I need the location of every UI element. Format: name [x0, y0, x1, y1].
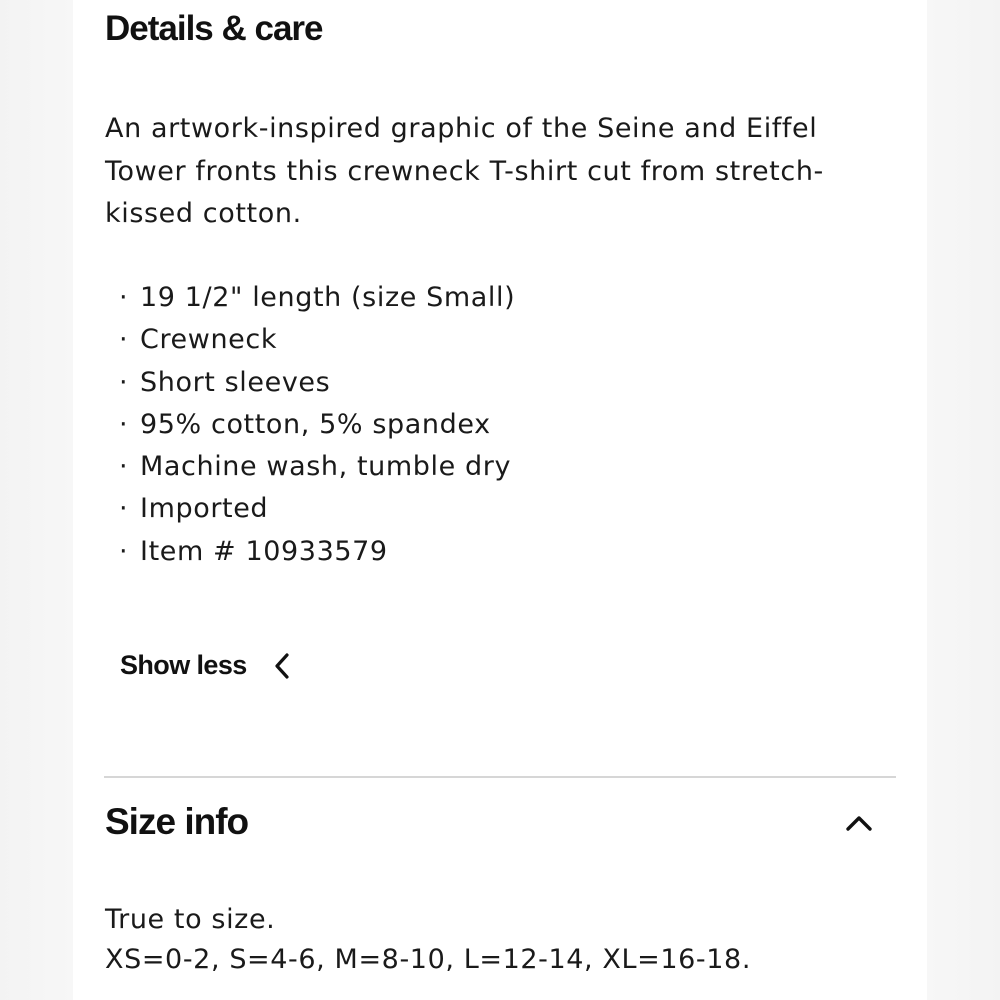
details-care-title: Details & care [105, 9, 323, 48]
section-divider [104, 776, 896, 778]
product-details-panel [73, 0, 927, 1000]
show-less-button[interactable] [120, 650, 291, 681]
list-item-text: Imported [140, 493, 269, 525]
show-less-label: Show less [120, 650, 247, 680]
right-margin [927, 0, 1000, 1000]
details-list [119, 277, 515, 573]
list-item [119, 319, 515, 361]
size-info-text [105, 900, 751, 980]
bullet-dot: · [119, 282, 129, 313]
list-item-text: Machine wash, tumble dry [140, 451, 512, 483]
bullet-dot: · [119, 408, 129, 440]
list-item [119, 488, 515, 530]
list-item-text: Item # 10933579 [140, 535, 388, 567]
list-item [119, 362, 515, 404]
bullet-dot: · [119, 535, 129, 567]
bullet-dot: · [119, 493, 129, 525]
size-chart-line: XS=0-2, S=4-6, M=8-10, L=12-14, XL=16-18. [105, 944, 751, 975]
left-margin [0, 0, 73, 1000]
bullet-dot: · [119, 324, 129, 356]
list-item [119, 531, 515, 573]
size-fit-note: True to size. [105, 904, 276, 935]
list-item-text: Short sleeves [140, 366, 331, 398]
bullet-dot: · [119, 366, 129, 398]
chevron-left-icon [273, 652, 291, 680]
list-item [119, 446, 515, 488]
list-item-text: Crewneck [140, 324, 278, 356]
list-item-text: 19 1/2" length (size Small) [140, 282, 516, 313]
list-item-text: 95% cotton, 5% spandex [140, 408, 491, 440]
bullet-dot: · [119, 451, 129, 483]
list-item [119, 404, 515, 446]
list-item [119, 277, 515, 319]
chevron-up-icon[interactable] [844, 810, 874, 836]
product-description: An artwork-inspired graphic of the Seine and Eiffel Tower fronts this crewneck T-shirt cut from stretch-kissed cotton. [105, 113, 824, 229]
size-info-title: Size info [105, 801, 249, 842]
